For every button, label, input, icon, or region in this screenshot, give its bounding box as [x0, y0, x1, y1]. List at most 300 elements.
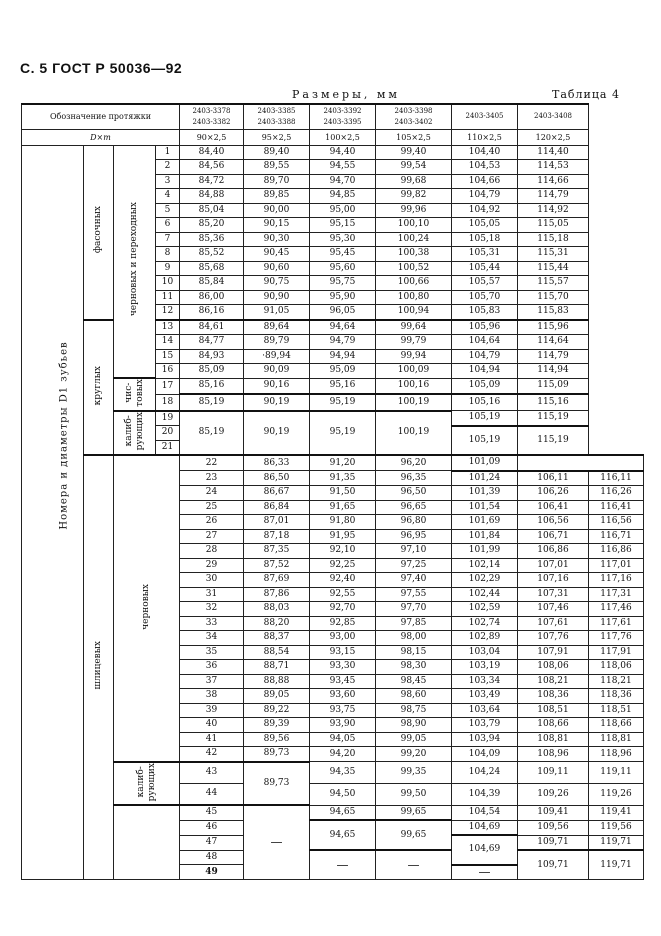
tooth-number: 21: [156, 440, 180, 455]
diameter-value: 118,21: [589, 674, 644, 689]
diameter-value: 95,19: [310, 394, 376, 411]
diameter-value: 98,45: [376, 674, 452, 689]
dm-col-5: 110×2,5: [452, 129, 518, 145]
diameter-value: 88,88: [244, 674, 310, 689]
tooth-number: 12: [156, 305, 180, 320]
tooth-number: 29: [180, 558, 244, 573]
diameter-value: 98,75: [376, 703, 452, 718]
diameter-value: 114,66: [518, 174, 589, 189]
diameter-value: 96,35: [376, 471, 452, 486]
diameter-value: 84,77: [180, 335, 244, 350]
diameter-value: 106,71: [518, 529, 589, 544]
diameter-value: 104,92: [452, 203, 518, 218]
diameter-value: 116,56: [589, 515, 644, 530]
diameter-value: 92,70: [310, 602, 376, 617]
diameter-value: 100,16: [376, 378, 452, 394]
diameter-value: 90,09: [244, 364, 310, 379]
group-kalibruyushie-2-text: калиб- рующих: [135, 762, 157, 802]
diameter-value: 107,46: [518, 602, 589, 617]
diameter-value: 117,31: [589, 587, 644, 602]
diameter-value: 115,16: [518, 394, 589, 411]
diameter-value: 90,45: [244, 247, 310, 262]
diameter-value: 99,94: [376, 349, 452, 364]
diameter-value: 105,44: [452, 261, 518, 276]
group-chernovye-text: черновых: [141, 583, 151, 630]
diameter-value: 86,67: [244, 486, 310, 501]
sizes-label: Размеры, мм: [292, 88, 400, 101]
diameter-value: 115,31: [518, 247, 589, 262]
diameter-value: 119,26: [589, 783, 644, 805]
diameter-value: 93,60: [310, 689, 376, 704]
tooth-number: 14: [156, 335, 180, 350]
group-kalibruyushie-2: [114, 762, 180, 805]
diameter-value: 85,19: [180, 411, 244, 456]
tooth-number: 31: [180, 587, 244, 602]
empty-cell: [114, 805, 180, 880]
diameter-value: 100,38: [376, 247, 452, 262]
diameter-value: 86,16: [180, 305, 244, 320]
diameter-value: 96,20: [376, 455, 452, 471]
group-chernovye: [114, 455, 180, 762]
diameter-value: 87,01: [244, 515, 310, 530]
diameter-value: 108,21: [518, 674, 589, 689]
tooth-number: 28: [180, 544, 244, 559]
diameter-value: 100,94: [376, 305, 452, 320]
diameter-value: 97,85: [376, 616, 452, 631]
group-shlicevye: [84, 455, 114, 879]
designation-col-5: 2403-3405: [452, 104, 518, 129]
diameter-value: 89,22: [244, 703, 310, 718]
diameter-value: 89,73: [244, 747, 310, 762]
diameter-value: 94,40: [310, 145, 376, 160]
diameter-value: 92,25: [310, 558, 376, 573]
diameter-value: 95,19: [310, 411, 376, 456]
diameter-value: 89,64: [244, 320, 310, 335]
diameter-value: 100,19: [376, 394, 452, 411]
dm-col-4: 105×2,5: [376, 129, 452, 145]
diameter-value: 117,61: [589, 616, 644, 631]
designation-col-2: 2403-3385 2403-3388: [244, 104, 310, 129]
diameter-value: 116,26: [589, 486, 644, 501]
diameter-value: 90,60: [244, 261, 310, 276]
diameter-value: 94,94: [310, 349, 376, 364]
tooth-number: 26: [180, 515, 244, 530]
diameter-value: 104,53: [452, 160, 518, 175]
diameter-value: 116,71: [589, 529, 644, 544]
tooth-number: 35: [180, 645, 244, 660]
diameter-value: 89,70: [244, 174, 310, 189]
diameter-value: —: [452, 865, 518, 880]
tooth-number: 39: [180, 703, 244, 718]
diameter-value: 94,70: [310, 174, 376, 189]
diameter-value: 92,55: [310, 587, 376, 602]
tooth-number: 2: [156, 160, 180, 175]
diameter-value: 117,16: [589, 573, 644, 588]
tooth-number: 47: [180, 835, 244, 850]
tooth-number: 30: [180, 573, 244, 588]
diameter-value: 93,45: [310, 674, 376, 689]
diameter-value: 115,70: [518, 290, 589, 305]
diameter-value: 98,00: [376, 631, 452, 646]
group-chistovye: [114, 378, 156, 411]
diameter-value: 104,79: [452, 349, 518, 364]
tooth-number: 48: [180, 850, 244, 865]
diameter-value: 93,75: [310, 703, 376, 718]
diameter-value: 86,33: [244, 455, 310, 471]
diameter-value: 96,95: [376, 529, 452, 544]
diameter-value: 90,16: [244, 378, 310, 394]
diameter-value: 99,64: [376, 320, 452, 335]
diameter-value: 115,19: [518, 411, 589, 426]
diameter-value: 102,89: [452, 631, 518, 646]
diameter-value: 106,56: [518, 515, 589, 530]
diameter-value: 105,05: [452, 218, 518, 233]
diameter-value: 94,64: [310, 320, 376, 335]
diameter-value: 108,51: [518, 703, 589, 718]
diameter-value: 108,36: [518, 689, 589, 704]
diameter-value: 107,61: [518, 616, 589, 631]
group-chernovye-perehodnye-text: черновых и переходных: [129, 202, 139, 317]
diameter-value: 86,00: [180, 290, 244, 305]
diameter-value: 88,37: [244, 631, 310, 646]
diameter-value: 107,01: [518, 558, 589, 573]
diameter-value: 99,96: [376, 203, 452, 218]
table-row: [22, 805, 644, 820]
diameter-value: 103,94: [452, 732, 518, 747]
diameter-value: 91,35: [310, 471, 376, 486]
diameter-value: 85,20: [180, 218, 244, 233]
designation-col-1: 2403-3378 2403-3382: [180, 104, 244, 129]
diameter-value: 117,01: [589, 558, 644, 573]
diameter-value: 85,19: [180, 394, 244, 411]
designation-col-4: 2403-3398 2403-3402: [376, 104, 452, 129]
diameter-value: 97,55: [376, 587, 452, 602]
diameter-value: 95,90: [310, 290, 376, 305]
diameter-value: 85,36: [180, 232, 244, 247]
diameter-value: 99,50: [376, 783, 452, 805]
diameter-value: 118,06: [589, 660, 644, 675]
diameter-value: 104,94: [452, 364, 518, 379]
diameter-value: 105,57: [452, 276, 518, 291]
diameter-value: 91,05: [244, 305, 310, 320]
diameter-value: 99,35: [376, 762, 452, 784]
tooth-number: 24: [180, 486, 244, 501]
diameter-value: 105,09: [452, 378, 518, 394]
diameter-value: 105,19: [452, 411, 518, 426]
group-kruglye: [84, 320, 114, 456]
diameter-value: 90,19: [244, 394, 310, 411]
tooth-number: 22: [180, 455, 244, 471]
group-fasochnye-text: фасочных: [93, 206, 103, 254]
diameter-value: 100,52: [376, 261, 452, 276]
diameter-value: 96,05: [310, 305, 376, 320]
diameter-value: 89,55: [244, 160, 310, 175]
diameter-value: 89,40: [244, 145, 310, 160]
group-kalibruyushie: [114, 411, 156, 456]
diameter-value: 107,31: [518, 587, 589, 602]
diameter-value: 100,66: [376, 276, 452, 291]
diameter-value: 96,80: [376, 515, 452, 530]
diameter-value: 116,86: [589, 544, 644, 559]
diameter-value: 95,15: [310, 218, 376, 233]
diameter-value: 98,30: [376, 660, 452, 675]
diameter-value: 109,26: [518, 783, 589, 805]
page-header: С. 5 ГОСТ Р 50036—92: [20, 60, 183, 76]
diameter-value: 96,50: [376, 486, 452, 501]
diameter-value: 85,68: [180, 261, 244, 276]
diameter-value: 89,05: [244, 689, 310, 704]
diameter-value: 104,79: [452, 189, 518, 204]
tooth-number: 1: [156, 145, 180, 160]
diameter-value: 84,72: [180, 174, 244, 189]
tooth-number: 20: [156, 426, 180, 441]
group-shlicevye-text: шлицевых: [93, 641, 103, 690]
diameter-value: 115,83: [518, 305, 589, 320]
diameter-value: 103,49: [452, 689, 518, 704]
diameter-value: 98,90: [376, 718, 452, 733]
diameter-value: 92,85: [310, 616, 376, 631]
group-kruglye-text: круглых: [93, 365, 103, 406]
diameter-value: 100,24: [376, 232, 452, 247]
diameter-value: 104,09: [452, 747, 518, 762]
diameter-value: 109,41: [518, 805, 589, 820]
diameter-value: 114,53: [518, 160, 589, 175]
diameter-value: 109,11: [518, 762, 589, 784]
diameter-value: 95,60: [310, 261, 376, 276]
diameter-value: 86,50: [244, 471, 310, 486]
diameter-value: 100,10: [376, 218, 452, 233]
diameter-value: 109,56: [518, 820, 589, 835]
diameter-value: 115,57: [518, 276, 589, 291]
diameter-value: 91,80: [310, 515, 376, 530]
diameter-value: 106,26: [518, 486, 589, 501]
table-row: [22, 411, 644, 426]
diameter-value: 92,10: [310, 544, 376, 559]
diameter-value: 90,30: [244, 232, 310, 247]
tooth-number: 18: [156, 394, 180, 411]
diameter-value: 101,99: [452, 544, 518, 559]
diameter-value: 103,19: [452, 660, 518, 675]
table-number: Таблица 4: [552, 88, 620, 101]
diameter-value: 115,18: [518, 232, 589, 247]
diameter-value: 114,64: [518, 335, 589, 350]
diameter-value: 115,96: [518, 320, 589, 335]
tooth-number: 16: [156, 364, 180, 379]
diameter-value: 103,79: [452, 718, 518, 733]
diameter-value: 91,50: [310, 486, 376, 501]
tooth-number: 23: [180, 471, 244, 486]
diameter-value: 94,20: [310, 747, 376, 762]
diameter-value: 88,03: [244, 602, 310, 617]
diameter-value: 99,68: [376, 174, 452, 189]
diameter-value: 94,55: [310, 160, 376, 175]
diameter-value: 94,85: [310, 189, 376, 204]
tooth-number: 10: [156, 276, 180, 291]
diameter-value: 91,20: [310, 455, 376, 471]
dm-col-2: 95×2,5: [244, 129, 310, 145]
tooth-number: 38: [180, 689, 244, 704]
diameter-value: 95,45: [310, 247, 376, 262]
diameter-value: 108,06: [518, 660, 589, 675]
diameter-value: 102,14: [452, 558, 518, 573]
diameter-value: 89,56: [244, 732, 310, 747]
diameter-value: 87,18: [244, 529, 310, 544]
diameter-value: 101,84: [452, 529, 518, 544]
diameter-value: 101,24: [452, 471, 518, 486]
diameter-value: 114,92: [518, 203, 589, 218]
tooth-number: 34: [180, 631, 244, 646]
diameter-value: 117,46: [589, 602, 644, 617]
diameter-value: 100,19: [376, 411, 452, 456]
axis-group-cell: [22, 145, 84, 880]
diameter-value: 104,39: [452, 783, 518, 805]
tooth-number: 19: [156, 411, 180, 426]
diameter-value: 104,24: [452, 762, 518, 784]
diameter-value: 85,84: [180, 276, 244, 291]
diameter-value: 99,65: [376, 820, 452, 850]
broach-diameter-table: [21, 103, 644, 880]
diameter-value: 88,71: [244, 660, 310, 675]
diameter-value: 104,40: [452, 145, 518, 160]
diameter-value: 87,52: [244, 558, 310, 573]
diameter-value: —: [244, 805, 310, 880]
diameter-value: 94,35: [310, 762, 376, 784]
tooth-number: 33: [180, 616, 244, 631]
diameter-value: 117,76: [589, 631, 644, 646]
diameter-value: 104,54: [452, 805, 518, 820]
diameter-value: 88,20: [244, 616, 310, 631]
diameter-value: 115,05: [518, 218, 589, 233]
diameter-value: 84,61: [180, 320, 244, 335]
diameter-value: 84,40: [180, 145, 244, 160]
diameter-value: 104,69: [452, 820, 518, 835]
diameter-value: 93,00: [310, 631, 376, 646]
empty-cell: [518, 455, 644, 471]
diameter-value: 94,79: [310, 335, 376, 350]
group-fasochnye: [84, 145, 114, 320]
tooth-number: 42: [180, 747, 244, 762]
diameter-value: 94,50: [310, 783, 376, 805]
group-kalibruyushie-text: калиб- рующих: [123, 412, 145, 451]
diameter-value: 100,80: [376, 290, 452, 305]
diameter-value: 104,64: [452, 335, 518, 350]
tooth-number: 6: [156, 218, 180, 233]
diameter-value: 90,19: [244, 411, 310, 456]
diameter-value: 99,05: [376, 732, 452, 747]
diameter-value: 87,86: [244, 587, 310, 602]
dm-col-3: 100×2,5: [310, 129, 376, 145]
diameter-value: —: [376, 850, 452, 880]
diameter-value: 92,40: [310, 573, 376, 588]
diameter-value: 99,79: [376, 335, 452, 350]
diameter-value: 115,09: [518, 378, 589, 394]
tooth-number: 49: [180, 865, 244, 880]
diameter-value: 102,44: [452, 587, 518, 602]
diameter-value: 105,83: [452, 305, 518, 320]
tooth-number: 4: [156, 189, 180, 204]
diameter-value: 119,71: [589, 835, 644, 850]
diameter-value: 98,60: [376, 689, 452, 704]
table-row: [22, 762, 644, 784]
diameter-value: 100,09: [376, 364, 452, 379]
diameter-value: 114,79: [518, 189, 589, 204]
tooth-number: 41: [180, 732, 244, 747]
diameter-value: 91,95: [310, 529, 376, 544]
diameter-value: 99,65: [376, 805, 452, 820]
diameter-value: 97,40: [376, 573, 452, 588]
tooth-number: 7: [156, 232, 180, 247]
tooth-number: 45: [180, 805, 244, 820]
diameter-value: 99,54: [376, 160, 452, 175]
diameter-value: 106,41: [518, 500, 589, 515]
diameter-value: 95,09: [310, 364, 376, 379]
diameter-value: 105,19: [452, 426, 518, 456]
diameter-value: 84,56: [180, 160, 244, 175]
diameter-value: 101,39: [452, 486, 518, 501]
diameter-value: 85,04: [180, 203, 244, 218]
dm-col-1: 90×2,5: [180, 129, 244, 145]
diameter-value: 118,81: [589, 732, 644, 747]
diameter-value: 118,96: [589, 747, 644, 762]
diameter-value: 99,20: [376, 747, 452, 762]
diameter-value: 90,75: [244, 276, 310, 291]
diameter-value: 89,79: [244, 335, 310, 350]
diameter-value: 93,15: [310, 645, 376, 660]
diameter-value: 99,82: [376, 189, 452, 204]
diameter-value: 97,10: [376, 544, 452, 559]
diameter-value: 102,74: [452, 616, 518, 631]
diameter-value: 115,19: [518, 426, 589, 456]
diameter-value: 105,16: [452, 394, 518, 411]
diameter-value: 103,34: [452, 674, 518, 689]
diameter-value: —: [310, 850, 376, 880]
diameter-value: 116,41: [589, 500, 644, 515]
diameter-value: 108,66: [518, 718, 589, 733]
diameter-value: 118,51: [589, 703, 644, 718]
diameter-value: 97,25: [376, 558, 452, 573]
diameter-value: 85,16: [180, 378, 244, 394]
diameter-value: 105,31: [452, 247, 518, 262]
diameter-value: ·89,94: [244, 349, 310, 364]
diameter-value: 105,96: [452, 320, 518, 335]
diameter-value: 104,66: [452, 174, 518, 189]
diameter-value: 94,05: [310, 732, 376, 747]
tooth-number: 11: [156, 290, 180, 305]
tooth-number: 25: [180, 500, 244, 515]
diameter-value: 87,35: [244, 544, 310, 559]
diameter-value: 89,39: [244, 718, 310, 733]
tooth-number: 13: [156, 320, 180, 335]
tooth-number: 15: [156, 349, 180, 364]
diameter-value: 91,65: [310, 500, 376, 515]
diameter-value: 98,15: [376, 645, 452, 660]
diameter-value: 105,70: [452, 290, 518, 305]
diameter-value: 94,65: [310, 805, 376, 820]
diameter-value: 87,69: [244, 573, 310, 588]
diameter-value: 85,52: [180, 247, 244, 262]
diameter-value: 107,16: [518, 573, 589, 588]
diameter-value: 109,71: [518, 850, 589, 880]
diameter-value: 90,90: [244, 290, 310, 305]
diameter-value: 106,86: [518, 544, 589, 559]
diameter-value: 88,54: [244, 645, 310, 660]
diameter-value: 109,71: [518, 835, 589, 850]
diameter-value: 119,11: [589, 762, 644, 784]
tooth-number: 9: [156, 261, 180, 276]
diameter-value: 89,85: [244, 189, 310, 204]
diameter-value: 106,11: [518, 471, 589, 486]
diameter-value: 84,93: [180, 349, 244, 364]
